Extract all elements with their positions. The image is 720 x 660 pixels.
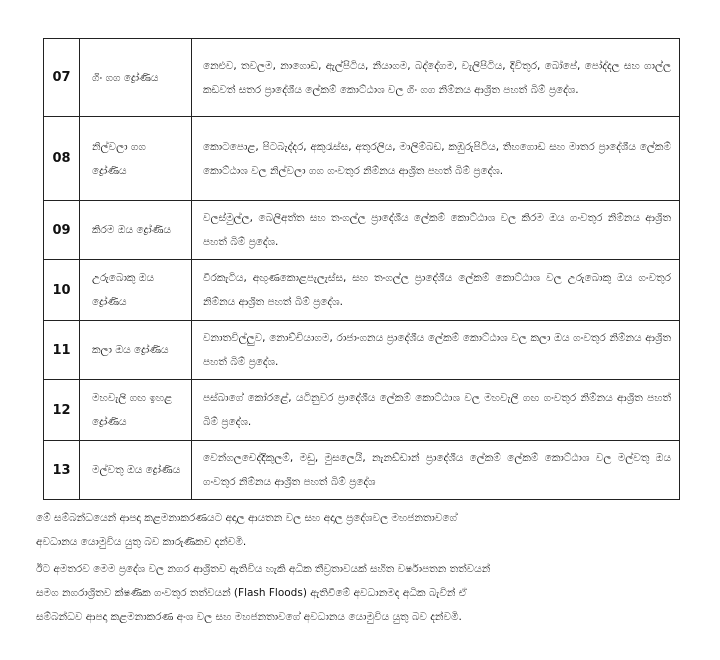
note-paragraph	[36, 506, 686, 554]
note-line: සම්බන්ධව ආපදා කළමනාකරණ අංශ වල සහ මහජනතාවගේ අවධානය යොමුවිය යුතු බව දන්වමි.	[36, 611, 462, 623]
note-line: අවධානය යොමුවිය යුතු බව කාරුණිකව දන්වමි.	[36, 536, 247, 548]
notes-section	[36, 506, 686, 632]
river-basin-table	[43, 38, 680, 500]
basin-name: මල්වතු ඔය ද්‍රෝණිය	[80, 441, 192, 500]
basin-description: වලස්මුල්ල, බෙලිඅත්ත සහ තංගල්ල ප්‍රාදේශීය ලේකම් කොට්ඨාශ වල කිරම ඔය ගංවතුර නිම්නය ආශ්‍රිත පහත් බිම් ප්‍රදේශ.	[192, 201, 680, 260]
basin-description: පස්බාගේ කෝරළේ, යටිනුවර ප්‍රාදේශීය ලේකම් කොට්ඨාශ වල මහවැලි ගඟ ගංවතුර නිම්නය ආශ්‍රිත පහත් බිම් ප්‍රදේශ.	[192, 380, 680, 441]
basin-name: ගිං ගග ද්‍රෝණිය	[80, 39, 192, 117]
basin-name: නිල්වලා ගග ද්‍රෝණිය	[80, 117, 192, 201]
table-row	[44, 201, 680, 260]
row-number: 12	[44, 380, 80, 441]
table-row	[44, 117, 680, 201]
basin-name: කලා ඔය ද්‍රෝණිය	[80, 321, 192, 380]
row-number: 07	[44, 39, 80, 117]
table-row	[44, 321, 680, 380]
row-number: 09	[44, 201, 80, 260]
note-paragraph	[36, 557, 686, 629]
row-number: 13	[44, 441, 80, 500]
row-number: 11	[44, 321, 80, 380]
note-line: මේ සම්බන්ධයෙන් ආපදා කළමනාකරණයට අදාල ආයතන වල සහ අදාල ප්‍රදේශවල මහජනතාවගේ	[36, 512, 458, 524]
basin-description: කොටපොළ, පිටබැද්දර, අකුරැස්ස, අතුරලිය, මාලිම්බඩ, කඹුරුපිටිය, තිහගොඩ සහ මාතර ප්‍රාදේශීය ලේකම් කොට්ඨාශ වල නිල්වලා ගග ගංවතුර නිම්නය ආශ්‍රිත පහත් බිම් ප්‍රදේශ.	[192, 117, 680, 201]
row-number: 08	[44, 117, 80, 201]
table-row	[44, 380, 680, 441]
note-line: ඊට අමතරව මෙම ප්‍රදේශ වල නගර ආශ්‍රිතව ඇතිවිය හැකි අධික තීව්‍රතාවයක් සහිත වර්ෂාපතන තත්වයන්	[36, 563, 491, 575]
basin-description: වීරකැටිය, අඟුණකොළපැලැස්ස, සහ තංගල්ල ප්‍රාදේශීය ලේකම් කොට්ඨාශ වල උරුබොකු ඔය ගංවතුර නිම්නය ආශ්‍රිත පහත් බිම් ප්‍රදේශ.	[192, 260, 680, 321]
basin-name: කිරම ඔය ද්‍රෝණිය	[80, 201, 192, 260]
table-row	[44, 260, 680, 321]
basin-name: මහවැලි ගඟ ඉහළ ද්‍රෝණිය	[80, 380, 192, 441]
basin-description: වෙන්ගලචෙද්දිකුලම්, මඩු, මුසලෙයි, නැනඩ්ඩාන් ප්‍රාදේශීය ලේකම් ලේකම් කොට්ඨාශ වල මල්වතු ඔය ගංවතුර නිම්නය ආශ්‍රිත පහත් බිම් ප්‍රදේශ	[192, 441, 680, 500]
basin-description: වනාතවිල්ලුව, නොච්චියාගම, රාජාංගනය ප්‍රාදේශීය ලේකම් කොට්ඨාශ වල කලා ඔය ගංවතුර නිම්නය ආශ්‍රිත පහත් බිම් ප්‍රදේශ.	[192, 321, 680, 380]
row-number: 10	[44, 260, 80, 321]
note-line: සමග නගරාශ්‍රිතව ක්ෂණික ගංවතුර තත්වයන් (Flash Floods) ඇතිවීමේ අවධානමද අධික බැවින් ඒ	[36, 587, 467, 599]
basin-description: නෙළුව, තවලම, නාගොඩ, ඇල්පිටිය, නියාගම, බද්දේගම, වැලිපිටිය, දිවිතුර, බෝපේ, පෝද්දල සහ ගාල්ල කඩවත් සතර ප්‍රාදේශීය ලේකම් කොට්ඨාශ වල ගිං ගග නිම්නය ආශ්‍රිත පහත් බිම් ප්‍රදේශ.	[192, 39, 680, 117]
table-row	[44, 39, 680, 117]
table-row	[44, 441, 680, 500]
basin-name: උරුබොකු ඔය ද්‍රෝණිය	[80, 260, 192, 321]
